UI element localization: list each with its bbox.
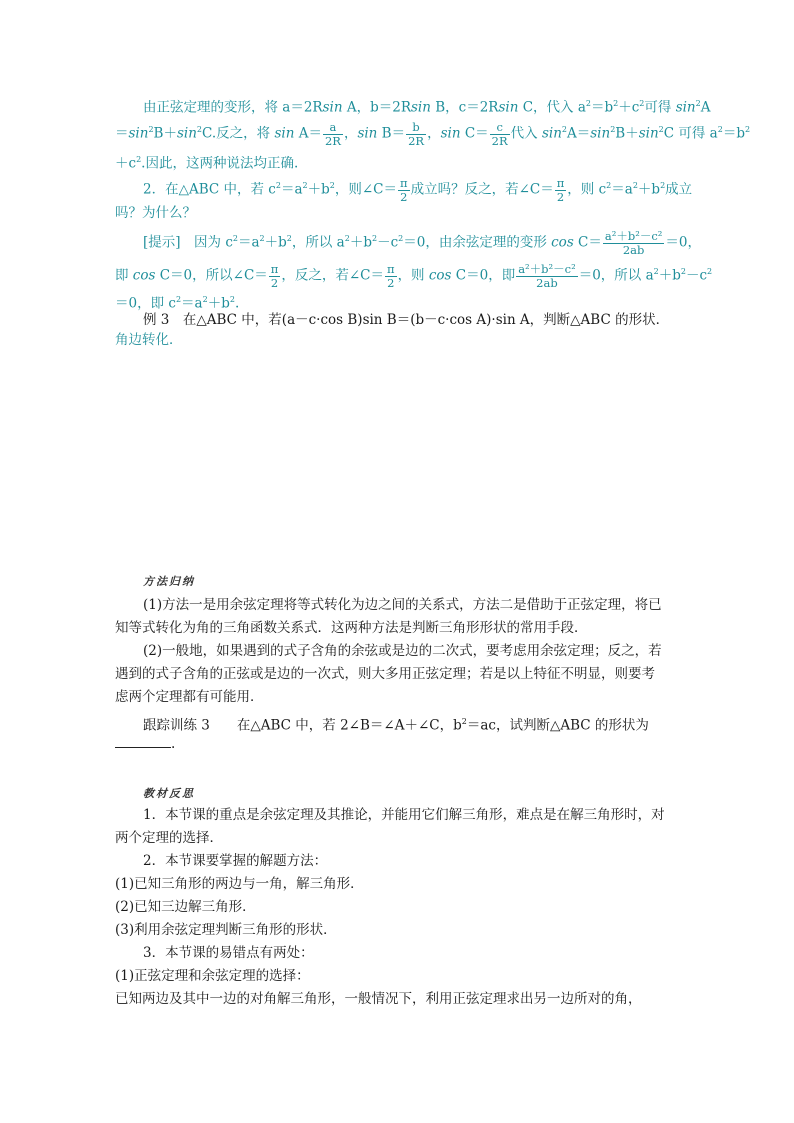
fraction-c-2R: $\frac{c}{2R}$ xyxy=(491,119,508,148)
question2-line1: 2．在△ABC 中，若 $c^2=a^2+b^2$，则∠C＝ $\frac{\pi}{2}$ 成立吗？反之，若∠C＝ $\frac{\pi}{2}$ ，则 $c^2=a^2+b^2$成立 xyxy=(143,175,693,204)
methods-heading: 方法归纳 xyxy=(143,575,195,588)
practice3-line1: 跟踪训练 3 在△ABC 中，若 2∠B＝∠A＋∠C，$b^2=ac$，试判断△ABC 的形状为 xyxy=(143,717,649,734)
question2-line2: 吗？为什么？ xyxy=(115,205,196,221)
reflection-item3: 3．本节课的易错点有两处： xyxy=(143,945,314,961)
hint-line2: 即 cos C＝0，所以∠C＝ $\frac{\pi}{2}$ ，反之，若∠C＝ $\frac{\pi}{2}$ ，则 cos C＝0，即 $\frac{\text{a²＋b²－c²}}{2ab}$ ＝0，所以 $a^2+b^2-c^2$ xyxy=(115,261,713,290)
methods-p1-line1: (1)方法一是用余弦定理将等式转化为边之间的关系式，方法二是借助于正弦定理，将已 xyxy=(143,597,662,613)
example3-statement: 例 3 在△ABC 中，若(a－c·cos B)sin B＝(b－c·cos A)·sin A，判断△ABC 的形状． xyxy=(143,312,670,328)
reflection-item3-text: 已知两边及其中一边的对角解三角形，一般情况下，利用正弦定理求出另一边所对的角， xyxy=(115,991,642,1007)
reflection-item2-sub3: (3)利用余弦定理判断三角形的形状． xyxy=(115,922,337,938)
reflection-item2-sub2: (2)已知三边解三角形． xyxy=(115,899,256,915)
hint-line1: [提示] 因为 $c^2=a^2+b^2$，所以 $a^2+b^2-c^2=0$，由余弦定理的变形 cos C＝ $\frac{\text{a²＋b²－c²}}{2ab}$ ＝0， xyxy=(143,228,701,257)
para1-line3: $+c^2$.因此，这两种说法均正确. xyxy=(115,155,299,172)
methods-p2-line1: (2)一般地，如果遇到的式子含角的余弦或是边的二次式，要考虑用余弦定理；反之，若 xyxy=(143,643,662,659)
hint-line3: ＝0，即 $c^2=a^2+b^2$. xyxy=(115,295,240,312)
reflection-item1-line1: 1．本节课的重点是余弦定理及其推论，并能用它们解三角形，难点是在解三角形时，对 xyxy=(143,807,665,823)
fraction-pi-over-2: $\frac{\pi}{2}$ xyxy=(556,175,565,204)
fraction-pi-over-2: $\frac{\pi}{2}$ xyxy=(387,261,395,290)
reflection-item2-sub1: (1)已知三角形的两边与一角，解三角形． xyxy=(115,876,364,892)
answer-blank[interactable] xyxy=(115,735,171,748)
reflection-item1-line2: 两个定理的选择． xyxy=(115,830,223,846)
fraction-cosine-formula: $\frac{\text{a²＋b²－c²}}{2ab}$ xyxy=(518,261,576,290)
para1-line2: $=\sin^2B+\sin^2C$.反之，将 sin A＝ $\frac{a}{2R}$ ，sin B＝ $\frac{b}{2R}$ ，sin C＝ $\frac{c}{2R}$ 代入 $\sin^2A=\sin^2B+\sin^2C$ 可得 $a^2=b^2$ xyxy=(115,119,751,148)
methods-p2-line3: 虑两个定理都有可能用． xyxy=(115,689,264,705)
fraction-pi-over-2: $\frac{\pi}{2}$ xyxy=(400,175,408,204)
fraction-cosine-formula: $\frac{\text{a²＋b²－c²}}{2ab}$ xyxy=(604,228,663,257)
para1-line1: 由正弦定理的变形，将 a＝2Rsin A，b＝2Rsin B，c＝2Rsin C，代入 $a^2=b^2+c^2$可得 $\sin^2A$ xyxy=(143,99,711,116)
example3-hint: 角边转化． xyxy=(115,332,183,348)
fraction-b-2R: $\frac{b}{2R}$ xyxy=(408,119,425,148)
methods-p1-line2: 知等式转化为角的三角函数关系式．这两种方法是判断三角形形状的常用手段． xyxy=(115,620,588,636)
reflection-item3-sub1: (1)正弦定理和余弦定理的选择： xyxy=(115,968,310,984)
practice3-line2: . xyxy=(115,734,175,754)
methods-p2-line2: 遇到的式子含角的正弦或是边的一次式，则大多用正弦定理；若是以上特征不明显，则要考 xyxy=(115,666,655,682)
fraction-a-2R: $\frac{a}{2R}$ xyxy=(324,119,341,148)
fraction-pi-over-2: $\frac{\pi}{2}$ xyxy=(270,261,279,290)
reflection-item2: 2．本节课要掌握的解题方法： xyxy=(143,853,328,869)
reflection-heading: 教材反思 xyxy=(143,787,195,800)
